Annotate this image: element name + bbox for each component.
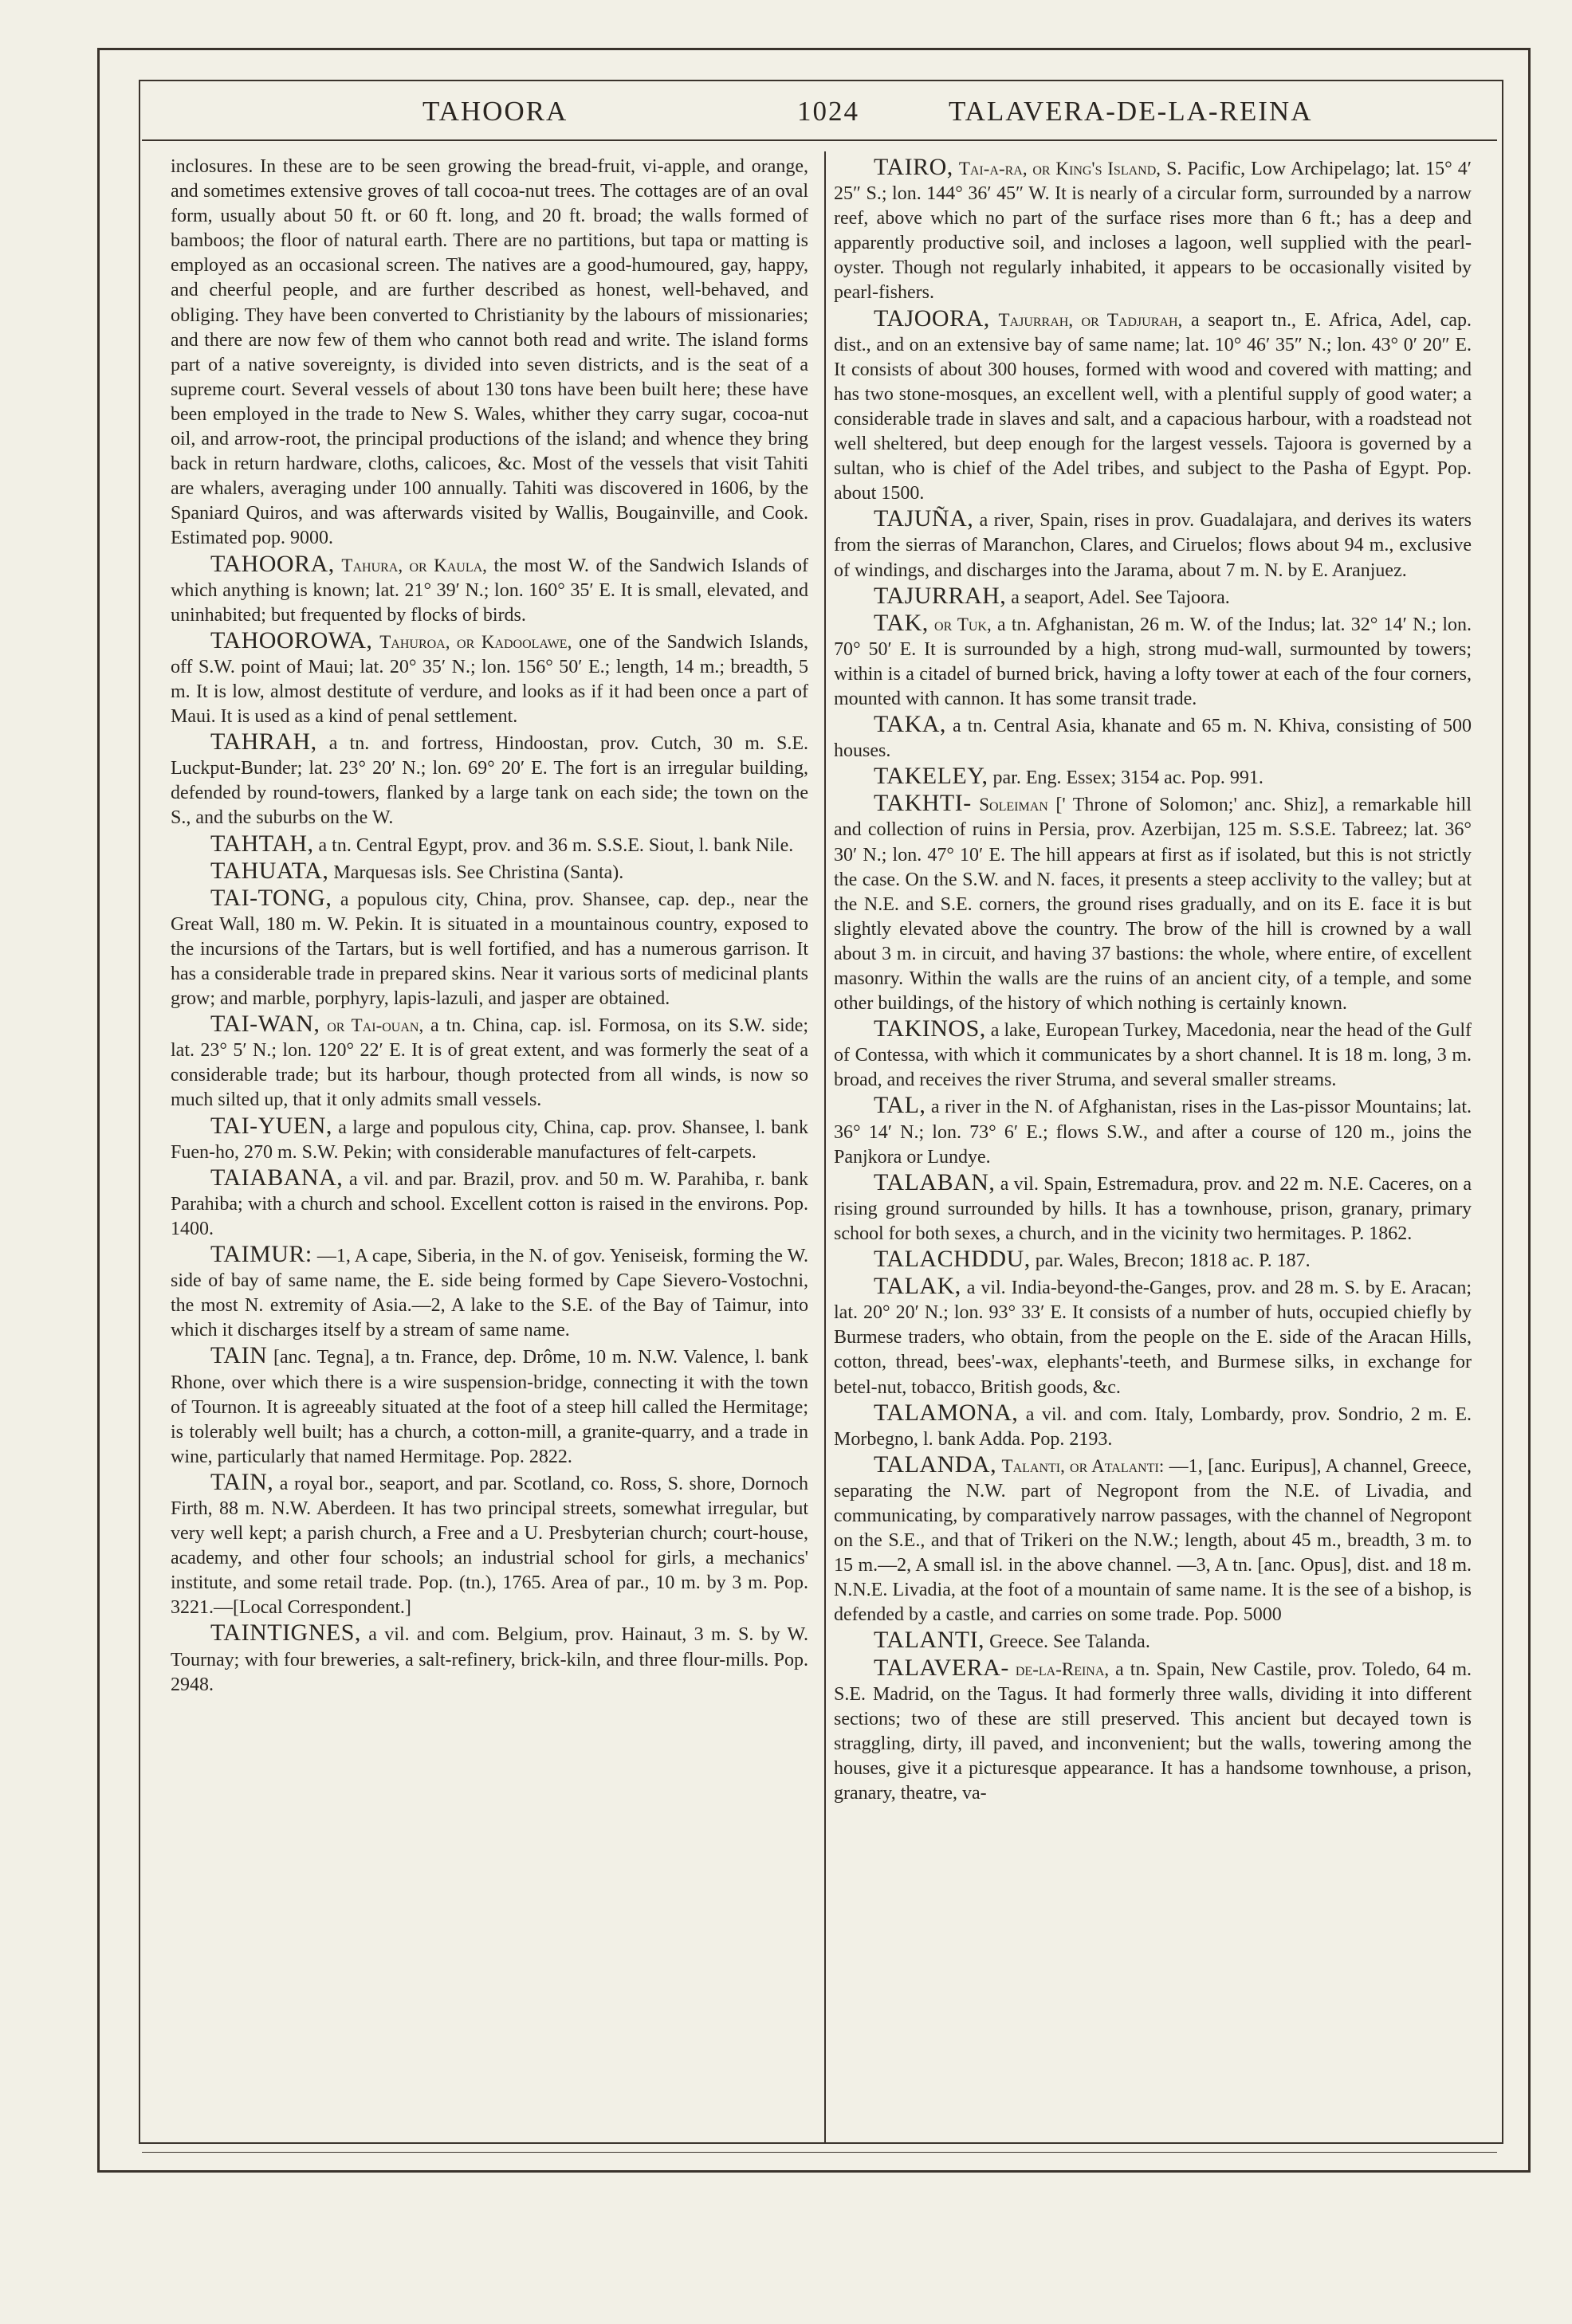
entry-headword: TAHUATA, [210,857,329,884]
entry-text: inclosures. In these are to be seen growing the bread-fruit, vi-apple, and orange, and sometimes extensive groves of tall cocoa-nut trees. The cottages are of an oval form, usually about 50 ft. or 60 ft. long, and 20 ft. broad; the walls formed of bamboos; the floor of natural earth. There are no partitions, but tapa or matting is employed as an occasional screen. The natives are a good-humoured, gay, happy, and cheerful people, and are further described as honest, well-behaved, and obliging. They have been converted to Christianity by the labours of missionaries; and there are now few of them who cannot both read and write. The island forms part of a native sovereignty, is divided into seven districts, and is the seat of a supreme court. Several vessels of about 130 tons have been built here; these have been employed in the trade to New S. Wales, whither they carry sugar, cocoa-nut oil, and arrow-root, the principal productions of the island; and whence they bring back in return hardware, cloths, calicoes, &c. Most of the vessels that visit Tahiti are whalers, averaging under 100 annually. Tahiti was discovered in 1606, by the Spaniard Quiros, and was afterwards visited by Wallis, Bougainville, and Cook. Estimated pop. 9000. [171,156,808,549]
entry-text: a vil. Spain, Estremadura, prov. and 22 m. N.E. Caceres, on a rising ground surrounded by hills. It has a townhouse, prison, granary, primary school for both sexes, a church, and in the vicinity two hermitages. P. 1862. [834,1173,1472,1244]
entry-variants: or Tuk, [934,614,992,634]
entry-text: a tn. Afghanistan, 26 m. W. of the Indus; lat. 32° 14′ N.; lon. 70° 50′ E. It is surrounded by a high, strong mud-wall, surmounted by towers; within is a citadel of burned brick, having a lofty tower at each of the four corners, mounted with cannon. It has some transit trade. [834,614,1472,709]
gazetteer-entry [834,1170,1472,1246]
gazetteer-entry [171,858,808,885]
entry-text: a tn. Spain, New Castile, prov. Toledo, 64 m. S.E. Madrid, on the Tagus. It had formerly three walls, dividing it into different sections; two of these are still preserved. This ancient but decayed town is straggling, dirty, ill paved, and inconvenient; but the walls, towering among the houses, give it a picturesque appearance. It has a handsome townhouse, a prison, granary, theatre, va- [834,1659,1472,1804]
gazetteer-entry [834,1452,1472,1628]
entry-headword: TAKINOS, [874,1015,986,1042]
entry-headword: TAHOORA, [210,550,335,577]
entry-text: a river, Spain, rises in prov. Guadalajara, and derives its waters from the sierras of Maranchon, Clares, and Ciruelos; flows about 94 m., exclusive of windings, and discharges into the Jarama, about 7 m. N. by E. Aranjuez. [834,510,1472,581]
gazetteer-entry [834,712,1472,764]
gazetteer-entry [834,1274,1472,1400]
gazetteer-entry [834,1246,1472,1274]
entry-headword: TALANTI, [874,1627,985,1654]
entry-headword: TAIN, [210,1468,274,1495]
entry-text: a royal bor., seaport, and par. Scotland, co. Ross, S. shore, Dornoch Firth, 88 m. N.W. Aberdeen. It has two principal streets, somewhat irregular, but very well kept; a parish church, a Free and a U. Presbyterian church; court-house, academy, and other four schools; an industrial school for girls, a mechanics' institute, and some retail trade. Pop. (tn.), 1765. Area of par., 10 m. by 3 m. Pop. 3221.—[Local Correspondent.] [171,1473,809,1619]
entry-variants: de-la-Reina, [1015,1659,1110,1679]
gazetteer-entry [834,764,1472,791]
entry-headword: TAJOORA, [874,304,990,332]
entry-headword: TALACHDDU, [874,1246,1031,1273]
entry-headword: TAIMUR: [210,1241,312,1268]
entry-text: a seaport tn., E. Africa, Adel, cap. dist., and on an extensive bay of same name; lat. 10° 46′ 35″ N.; lon. 43° 0′ 20″ E. It consists of about 300 houses, formed with wood and covered with matting; and has two stone-mosques, an excellent well, with a plentiful supply of good water; a considerable trade in slaves and salt, and a capacious harbour, with a roadstead not well sheltered, but deep enough for the largest vessels. Tajoora is governed by a sultan, who is chief of the Adel tribes, and subject to the Pasha of Egypt. Pop. about 1500. [834,309,1472,504]
left-column [171,155,808,1698]
gazetteer-entry [834,1400,1472,1452]
entry-headword: TAJURRAH, [874,582,1007,609]
entry-text: a river in the N. of Afghanistan, rises in the Las-pissor Mountains; lat. 36° 14′ N.; lon. 73° 6′ E.; flows S.W., and after a course of 120 m., joins the Panjkora or Lundye. [834,1097,1472,1168]
entry-variants: Tahuroa, or Kadoolawe, [379,631,572,652]
entry-text: —1, [anc. Euripus], A channel, Greece, separating the N.W. part of Negropont from the N.E. of Livadia, and communicating, by comparatively narrow passages, with the channel of Negropont on the S.E., and that of Trikeri on the N.W.; length, about 45 m., breadth, 3 m. to 15 m.—2, A small isl. in the above channel. —3, A tn. [anc. Opus], dist. and 18 m. N.N.E. Livadia, at the foot of a mountain of same name. It is the see of a bishop, is defended by a castle, and carries on some trade. Pop. 5000 [834,1455,1472,1626]
entry-headword: TAK, [874,609,929,636]
entry-text: a populous city, China, prov. Shansee, cap. dep., near the Great Wall, 180 m. W. Pekin. It is situated in a mountainous country, exposed to the incursions of the Tartars, but is well fortified, and has a numerous garrison. It has a considerable trade in prepared skins. Near it various sorts of medicinal plants grow; and marble, porphyry, lapis-lazuli, and jasper are obtained. [171,889,808,1010]
page-number: 1024 [797,96,859,127]
entry-headword: TAI-YUEN, [210,1112,332,1139]
entry-text: a tn. Central Asia, khanate and 65 m. N. Khiva, consisting of 500 houses. [834,716,1472,762]
entry-variants: Tajurrah, or Tadjurah, [998,309,1183,330]
entry-variants: or Tai-ouan, [327,1015,424,1036]
entry-headword: TAKHTI- [874,790,972,817]
entry-headword: TALABAN, [874,1168,996,1195]
header-rule [142,139,1497,141]
entry-text: —1, A cape, Siberia, in the N. of gov. Yeniseisk, forming the W. side of bay of same name, the E. side being formed by Cape Sievero-Vostochni, the most N. extremity of Asia.—2, A lake to the S.E. of the Bay of Taimur, into which it discharges itself by a stream of same name. [171,1246,809,1341]
entry-headword: TAIABANA, [210,1164,344,1191]
gazetteer-entry [834,306,1472,507]
entry-text: a lake, European Turkey, Macedonia, near the head of the Gulf of Contessa, with which it communicates by a short channel. It is 18 m. long, 3 m. broad, and receives the river Struma, and several smaller streams. [834,1020,1472,1091]
right-column [834,155,1472,1806]
gazetteer-entry [834,506,1472,583]
column-divider [824,151,826,2144]
entry-variants: Talanti, or Atalanti: [1001,1455,1165,1476]
gazetteer-entry [171,729,808,830]
gazetteer-entry [834,791,1472,1016]
entry-text: [anc. Tegna], a tn. France, dep. Drôme, 10 m. N.W. Valence, l. bank Rhone, over which there is a wire suspension-bridge, connecting it with the town of Tournon. It is agreeably situated at the foot of a steep hill called the Hermitage; is tolerably well built; has a church, a cotton-mill, a granite-quarry, and a trade in wine, particularly that named Hermitage. Pop. 2822. [171,1347,809,1467]
entry-variants: Tahura, or Kaula, [341,555,487,575]
gazetteer-entry [834,1016,1472,1093]
entry-headword: TALANDA, [874,1451,997,1478]
gazetteer-entry [834,610,1472,712]
entry-variants: Tai-a-ra, or King's Island, [958,159,1161,179]
gazetteer-entry [171,1343,808,1469]
entry-headword: TAKA, [874,711,946,738]
gazetteer-entry [171,552,808,628]
entry-text: par. Wales, Brecon; 1818 ac. P. 187. [1035,1250,1311,1272]
footer-rule [142,2152,1497,2153]
gazetteer-entry [834,1655,1472,1807]
gazetteer-entry [834,1093,1472,1169]
entry-headword: TALAK, [874,1273,961,1300]
entry-text: S. Pacific, Low Archipelago; lat. 15° 4′ 25″ S.; lon. 144° 36′ 45″ W. It is nearly of a circular form, surrounded by a narrow reef, above which no part of the surface rises more than 6 ft.; has a deep and apparently productive soil, and incloses a lagoon, well supplied with the pearl-oyster. Though not regularly inhabited, it appears to be occasionally visited by pearl-fishers. [834,159,1472,304]
gazetteer-entry [834,1627,1472,1655]
entry-text: Marquesas isls. See Christina (Santa). [333,862,624,883]
entry-headword: TAINTIGNES, [210,1619,361,1647]
gazetteer-entry [171,628,808,729]
gazetteer-entry [171,1242,808,1343]
gazetteer-entry [171,1113,808,1165]
entry-text: a vil. and com. Italy, Lombardy, prov. Sondrio, 2 m. E. Morbegno, l. bank Adda. Pop. 2193. [834,1403,1472,1450]
entry-headword: TAL, [874,1092,926,1119]
entry-headword: TAI-TONG, [210,884,332,911]
running-head-right: TALAVERA-DE-LA-REINA [949,96,1313,127]
entry-text: the most W. of the Sandwich Islands of which anything is known; lat. 21° 39′ N.; lon. 160° 35′ E. It is small, elevated, and uninhabited; but frequented by flocks of birds. [171,555,808,626]
gazetteer-entry [171,885,808,1011]
entry-text: one of the Sandwich Islands, off S.W. point of Maui; lat. 20° 35′ N.; lon. 156° 50′ E.; length, 14 m.; breadth, 5 m. It is low, almost destitute of verdure, and looks as if it had been once a part of Maui. It is used as a kind of penal settlement. [171,631,808,728]
entry-text: a seaport, Adel. See Tajoora. [1011,587,1230,608]
gazetteer-entry [171,155,808,552]
entry-text: a tn. China, cap. isl. Formosa, on its S.W. side; lat. 23° 5′ N.; lon. 120° 22′ E. It is of great extent, and was formerly the seat of a considerable trade; but its harbour, though protected from all winds, is now so much silted up, that it only admits small vessels. [171,1015,809,1111]
entry-text: [' Throne of Solomon;' anc. Shiz], a remarkable hill and collection of ruins in Persia, prov. Azerbijan, 125 m. S.S.E. Tabreez; lat. 36° 30′ N.; lon. 47° 10′ E. The hill appears at first as if isolated, but this is not strictly the case. On the S.W. and N. faces, it presents a steep acclivity to the valley; but at the N.E. and S.E. corners, the ground rises gradually, and on its E. face it is but slightly elevated above the country. The brow of the hill is crowned by a wall about 3 m. in circuit, and having 37 bastions: the whole, where entire, of excellent masonry. Within the walls are the ruins of an ancient city, of a temple, and some other buildings, of the history of which nothing is certainly known. [834,795,1472,1015]
entry-headword: TAHTAH, [210,830,314,857]
entry-headword: TAKELEY, [874,763,988,790]
entry-text: a tn. and fortress, Hindoostan, prov. Cutch, 30 m. S.E. Luckput-Bunder; lat. 23° 20′ N.; lon. 69° 20′ E. The fort is an irregular building, defended by round-towers, flanked by a large tank on each side; the town on the S., and the suburbs on the W. [171,733,809,829]
entry-text: a vil. and par. Brazil, prov. and 50 m. W. Parahiba, r. bank Parahiba; with a church and school. Excellent cotton is raised in the environs. Pop. 1400. [171,1168,809,1239]
entry-text: par. Eng. Essex; 3154 ac. Pop. 991. [992,767,1263,789]
entry-headword: TAHRAH, [210,728,317,756]
gazetteer-entry [171,831,808,858]
entry-headword: TAIRO, [874,154,953,180]
entry-headword: TALAMONA, [874,1399,1019,1426]
entry-text: a vil. India-beyond-the-Ganges, prov. and 28 m. S. by E. Aracan; lat. 20° 20′ N.; lon. 93° 33′ E. It consists of a number of huts, occupied chiefly by Burmese traders, who obtain, from the people on the E. side of the Aracan Hills, cotton, thread, bees'-wax, elephants'-teeth, and Burmese silks, in exchange for betel-nut, tobacco, British goods, &c. [834,1278,1472,1398]
entry-text: Greece. See Talanda. [989,1631,1150,1653]
entry-variants: Soleiman [979,795,1048,815]
gazetteer-entry [834,155,1472,306]
entry-headword: TAI-WAN, [210,1011,320,1038]
entry-headword: TAIN [210,1342,268,1369]
entry-headword: TAHOOROWA, [210,626,373,654]
entry-headword: TAJUÑA, [874,505,974,532]
entry-headword: TALAVERA- [874,1654,1009,1681]
gazetteer-entry [171,1470,808,1621]
entry-text: a vil. and com. Belgium, prov. Hainaut, 3 m. S. by W. Tournay; with four breweries, a salt-refinery, brick-kiln, and three flour-mills. Pop. 2948. [171,1624,809,1695]
running-head-left: TAHOORA [422,96,568,127]
gazetteer-entry [171,1011,808,1113]
entry-text: a tn. Central Egypt, prov. and 36 m. S.S.E. Siout, l. bank Nile. [318,834,794,856]
entry-text: a large and populous city, China, cap. prov. Shansee, l. bank Fuen-ho, 270 m. S.W. Pekin; with considerable manufactures of felt-carpets. [171,1117,809,1163]
gazetteer-entry [171,1165,808,1242]
gazetteer-entry [171,1620,808,1697]
gazetteer-entry [834,583,1472,610]
